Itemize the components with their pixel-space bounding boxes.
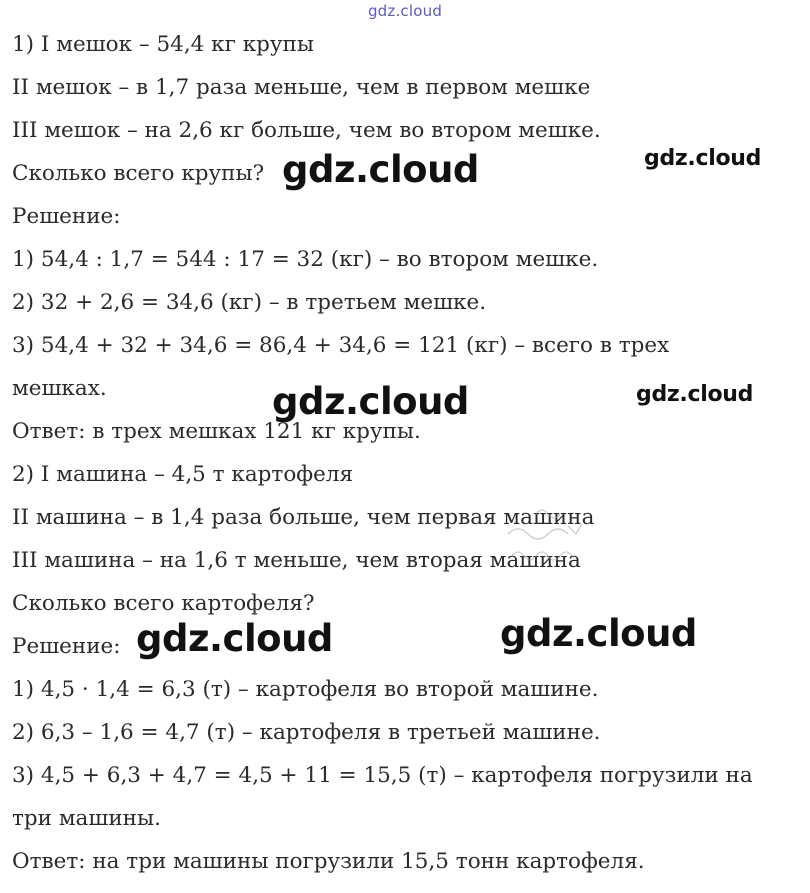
watermark: gdz.cloud	[272, 380, 469, 423]
text-line: 1) 54,4 : 1,7 = 544 : 17 = 32 (кг) – во втором мешке.	[12, 247, 599, 272]
text-line: Ответ: в трех мешках 121 кг крупы.	[12, 419, 421, 444]
watermark: gdz.cloud	[644, 146, 762, 171]
text-line: Решение:	[12, 634, 121, 659]
text-line: 3) 4,5 + 6,3 + 4,7 = 4,5 + 11 = 15,5 (т) – картофеля погрузили на	[12, 763, 753, 788]
text-line: 1) 4,5 · 1,4 = 6,3 (т) – картофеля во второй машине.	[12, 677, 599, 702]
header-watermark: gdz.cloud	[367, 2, 443, 20]
text-line: три машины.	[12, 806, 161, 831]
text-line: II машина – в 1,4 раза больше, чем первая машина	[12, 505, 595, 530]
text-line: III мешок – на 2,6 кг больше, чем во втором мешке.	[12, 118, 601, 143]
watermark: gdz.cloud	[500, 612, 697, 655]
text-line: Решение:	[12, 204, 121, 229]
scribble-mark	[478, 500, 618, 580]
text-line: 3) 54,4 + 32 + 34,6 = 86,4 + 34,6 = 121 (кг) – всего в трех	[12, 333, 670, 358]
text-line: 2) I машина – 4,5 т картофеля	[12, 462, 354, 487]
watermark: gdz.cloud	[282, 148, 479, 191]
text-line: Сколько всего крупы?	[12, 161, 265, 186]
text-line: Ответ: на три машины погрузили 15,5 тонн картофеля.	[12, 849, 645, 874]
text-line: 2) 32 + 2,6 = 34,6 (кг) – в третьем мешке.	[12, 290, 487, 315]
watermark: gdz.cloud	[136, 617, 333, 660]
text-line: мешках.	[12, 376, 107, 401]
text-line: II мешок – в 1,7 раза меньше, чем в первом мешке	[12, 75, 591, 100]
text-line: Сколько всего картофеля?	[12, 591, 315, 616]
text-line: 1) I мешок – 54,4 кг крупы	[12, 32, 314, 57]
text-line: 2) 6,3 – 1,6 = 4,7 (т) – картофеля в третьей машине.	[12, 720, 601, 745]
text-line: III машина – на 1,6 т меньше, чем вторая машина	[12, 548, 581, 573]
watermark: gdz.cloud	[636, 382, 754, 407]
